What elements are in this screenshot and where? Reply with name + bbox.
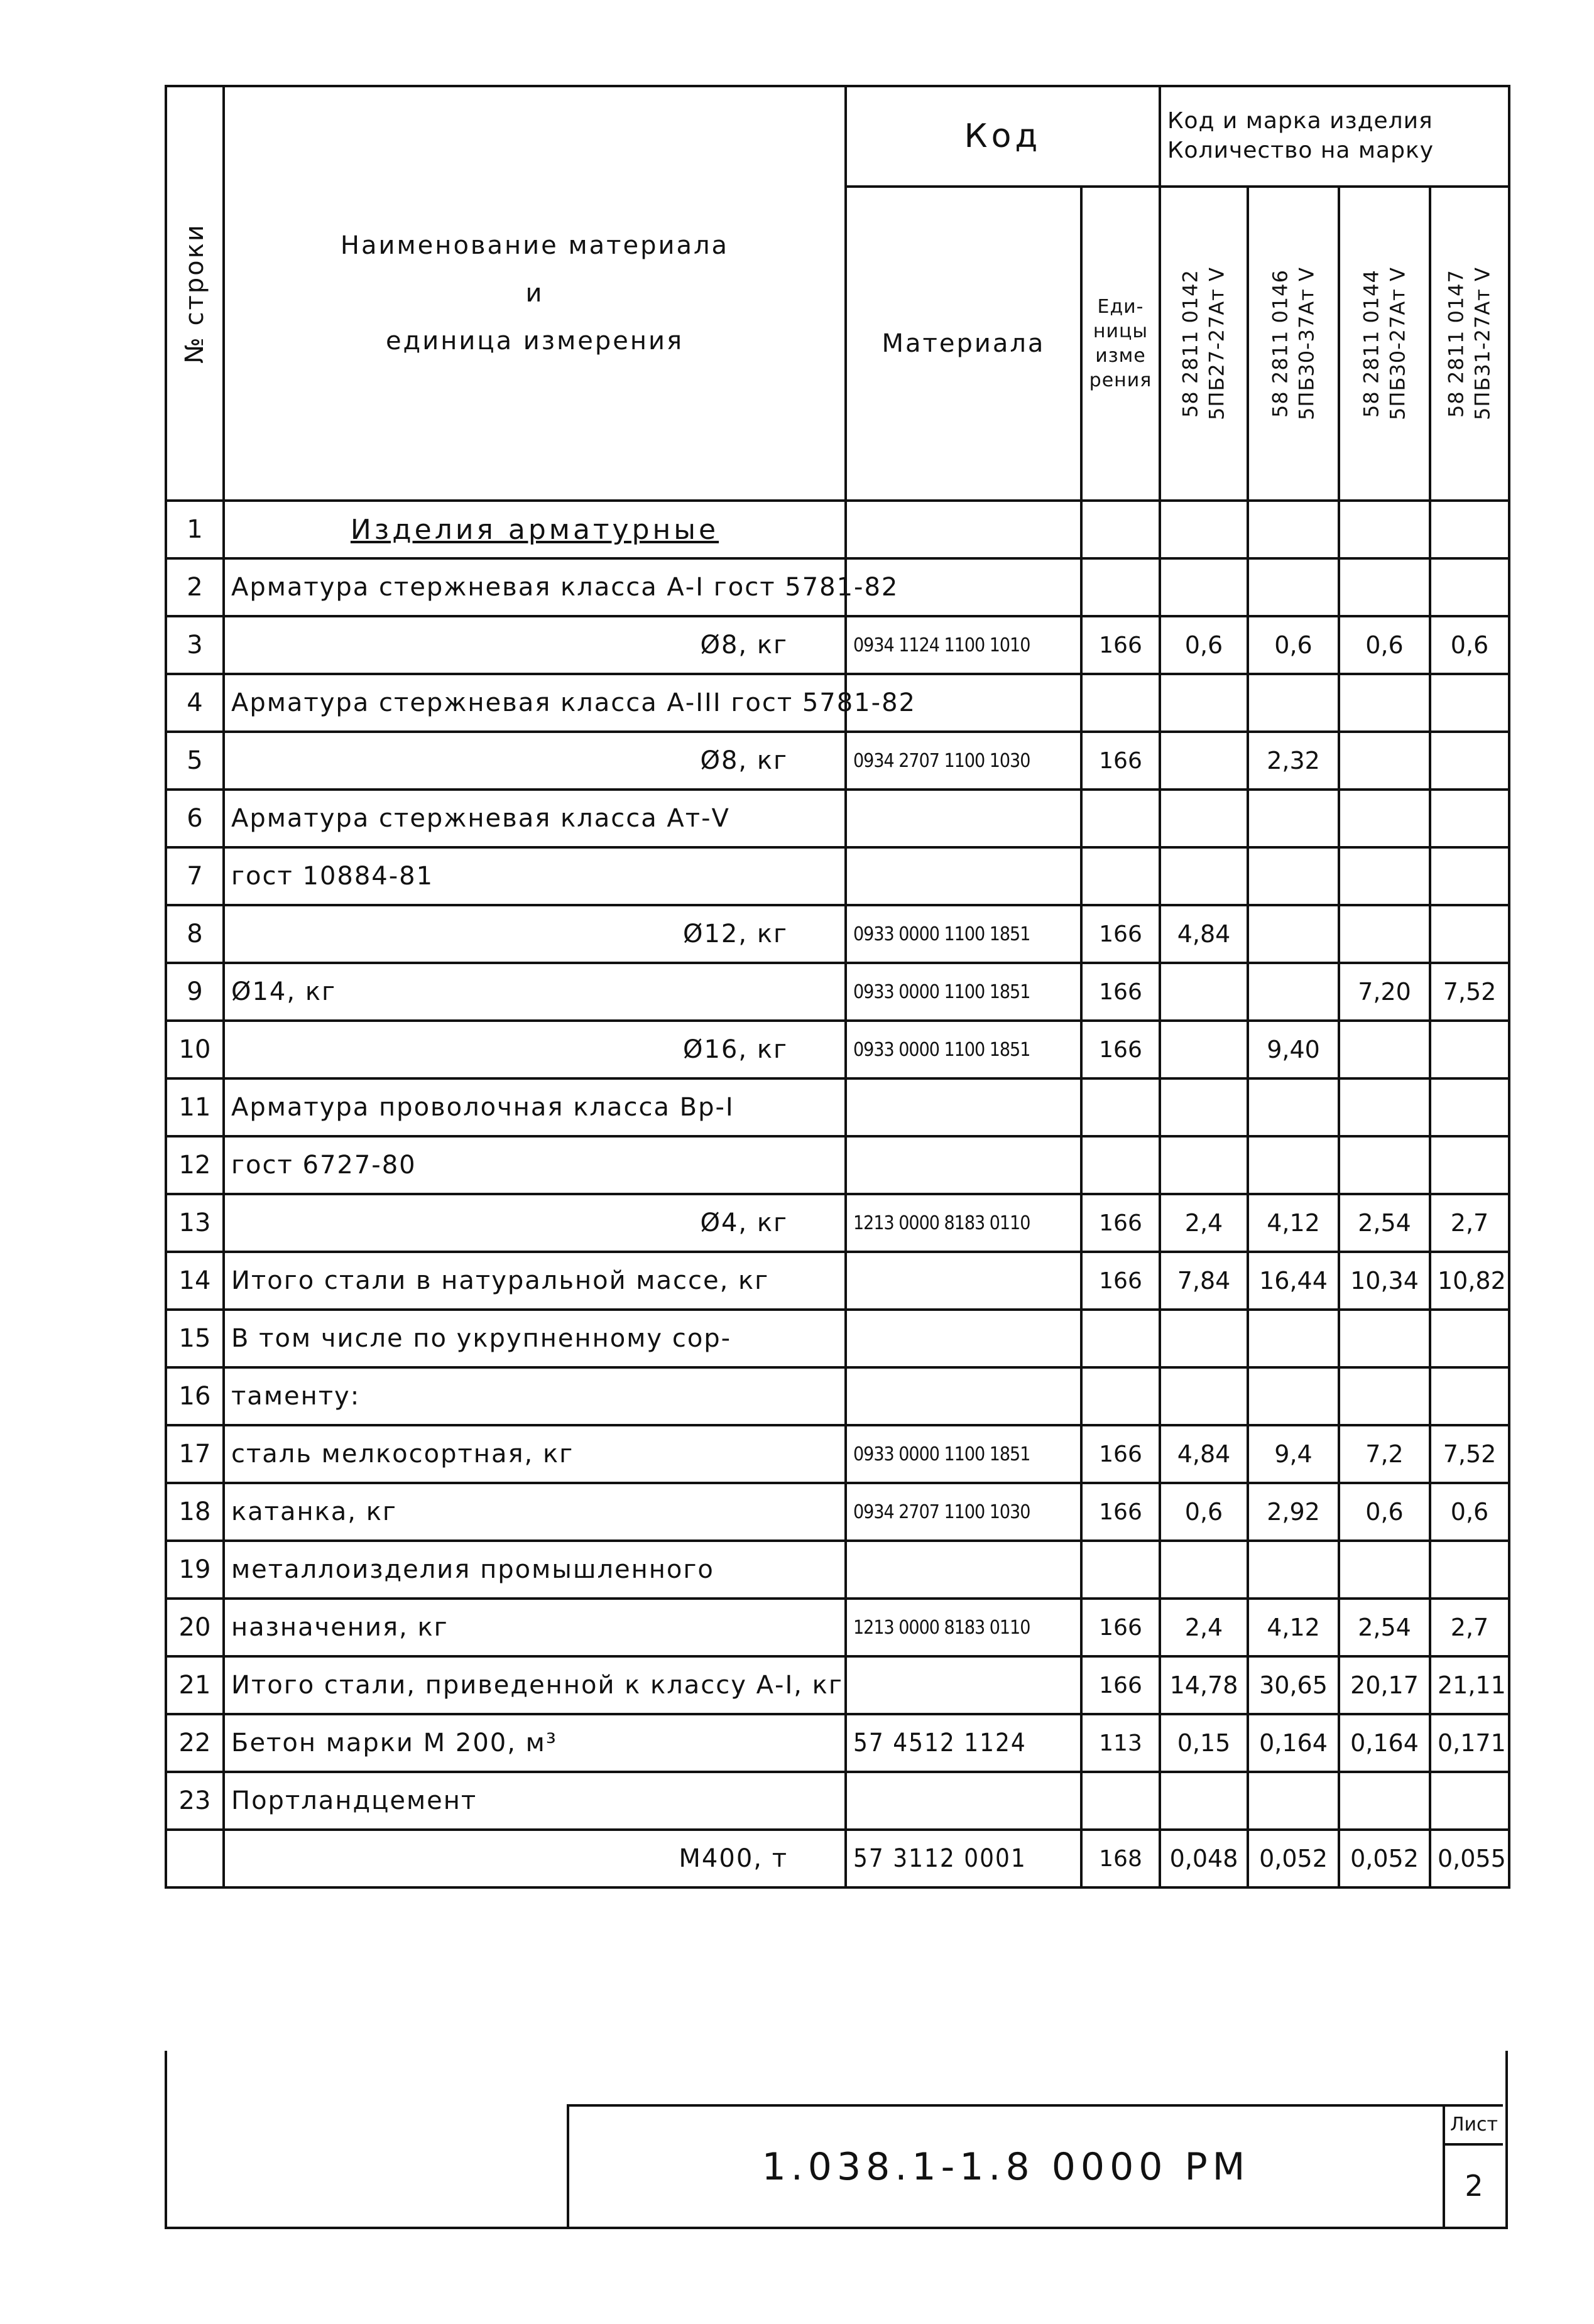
material-name: Ø4, кг: [224, 1194, 846, 1252]
unit-code: [1081, 558, 1160, 616]
materials-table: [165, 85, 1510, 1889]
table-row: [166, 674, 1509, 732]
material-code: 0933 0000 1100 1851: [846, 1021, 1081, 1078]
qty-mark-3: 10,34: [1339, 1252, 1430, 1310]
qty-mark-2: 30,65: [1248, 1656, 1339, 1714]
row-number: 2: [166, 558, 224, 616]
qty-mark-3: 0,6: [1339, 1483, 1430, 1541]
material-name: В том числе по укрупненному сор-: [224, 1310, 846, 1367]
material-code: [846, 1772, 1081, 1830]
material-name: Ø8, кг: [224, 732, 846, 790]
qty-mark-3: [1339, 1021, 1430, 1078]
unit-code: [1081, 1541, 1160, 1599]
mark-header-2: [1248, 187, 1339, 501]
table-row: [166, 1021, 1509, 1078]
qty-mark-4: [1430, 1772, 1509, 1830]
row-number: 6: [166, 790, 224, 847]
marks-header-line-1: Код и марка изделия: [1167, 108, 1433, 134]
unit-code-header: [1081, 187, 1160, 501]
qty-mark-2: [1248, 963, 1339, 1021]
material-name-header-line-2: и: [525, 279, 544, 308]
material-code: 0934 2707 1100 1030: [846, 1483, 1081, 1541]
row-number: 7: [166, 847, 224, 905]
row-number: 15: [166, 1310, 224, 1367]
qty-mark-4: [1430, 558, 1509, 616]
qty-mark-3: 2,54: [1339, 1194, 1430, 1252]
material-code: [846, 501, 1081, 558]
material-name: катанка, кг: [224, 1483, 846, 1541]
marks-header: [1160, 86, 1509, 187]
unit-code: 166: [1081, 1021, 1160, 1078]
material-name: металлоизделия промышленного: [224, 1541, 846, 1599]
material-code: 1213 0000 8183 0110: [846, 1194, 1081, 1252]
qty-mark-1: [1160, 1136, 1248, 1194]
qty-mark-2: [1248, 558, 1339, 616]
qty-mark-2: [1248, 501, 1339, 558]
qty-mark-4: 0,055: [1430, 1830, 1509, 1887]
qty-mark-1: [1160, 674, 1248, 732]
material-code: 1213 0000 8183 0110: [846, 1599, 1081, 1656]
qty-mark-3: 0,164: [1339, 1714, 1430, 1772]
material-code: 0933 0000 1100 1851: [846, 1425, 1081, 1483]
unit-code: 168: [1081, 1830, 1160, 1887]
unit-code: 166: [1081, 1194, 1160, 1252]
qty-mark-4: 2,7: [1430, 1194, 1509, 1252]
material-name: Бетон марки М 200, м³: [224, 1714, 846, 1772]
qty-mark-2: 2,92: [1248, 1483, 1339, 1541]
unit-code: [1081, 1136, 1160, 1194]
table-row: [166, 1772, 1509, 1830]
header-row-1: [166, 86, 1509, 187]
material-name: гост 6727-80: [224, 1136, 846, 1194]
unit-code: 166: [1081, 1483, 1160, 1541]
row-number: 1: [166, 501, 224, 558]
specification-sheet: [165, 85, 1508, 2051]
row-number-header: [166, 86, 224, 501]
qty-mark-1: [1160, 1541, 1248, 1599]
qty-mark-1: 14,78: [1160, 1656, 1248, 1714]
qty-mark-2: [1248, 1541, 1339, 1599]
qty-mark-1: 0,15: [1160, 1714, 1248, 1772]
qty-mark-2: 4,12: [1248, 1194, 1339, 1252]
material-name: гост 10884-81: [224, 847, 846, 905]
qty-mark-2: [1248, 847, 1339, 905]
row-number: 17: [166, 1425, 224, 1483]
qty-mark-4: [1430, 847, 1509, 905]
row-number: 14: [166, 1252, 224, 1310]
row-number: 3: [166, 616, 224, 674]
row-number-header-label: № строки: [180, 223, 209, 364]
qty-mark-1: 7,84: [1160, 1252, 1248, 1310]
qty-mark-3: 0,052: [1339, 1830, 1430, 1887]
qty-mark-2: [1248, 905, 1339, 963]
material-code: 57 4512 1124: [846, 1714, 1081, 1772]
code-header: Код: [846, 86, 1160, 187]
material-code: 0934 1124 1100 1010: [846, 616, 1081, 674]
qty-mark-3: [1339, 847, 1430, 905]
qty-mark-3: 0,6: [1339, 616, 1430, 674]
qty-mark-3: 7,2: [1339, 1425, 1430, 1483]
material-code: 0934 2707 1100 1030: [846, 732, 1081, 790]
table-row: [166, 905, 1509, 963]
qty-mark-4: 21,11: [1430, 1656, 1509, 1714]
table-row: [166, 1830, 1509, 1887]
mark-header-1: [1160, 187, 1248, 501]
qty-mark-3: [1339, 905, 1430, 963]
material-code: [846, 1310, 1081, 1367]
material-name-header-line-1: Наименование материала: [340, 231, 729, 260]
document-code: 1.038.1-1.8 0000 РМ: [762, 2144, 1250, 2189]
qty-mark-3: [1339, 1772, 1430, 1830]
row-number: 12: [166, 1136, 224, 1194]
qty-mark-1: 4,84: [1160, 905, 1248, 963]
qty-mark-2: 0,6: [1248, 616, 1339, 674]
row-number: 9: [166, 963, 224, 1021]
material-name: Арматура проволочная класса Вр-I: [224, 1078, 846, 1136]
qty-mark-3: [1339, 1078, 1430, 1136]
material-name: Арматура стержневая класса Ат-V: [224, 790, 846, 847]
unit-code: [1081, 790, 1160, 847]
sheet-label: Лист: [1445, 2107, 1503, 2146]
qty-mark-3: 2,54: [1339, 1599, 1430, 1656]
qty-mark-2: 0,164: [1248, 1714, 1339, 1772]
qty-mark-4: 7,52: [1430, 1425, 1509, 1483]
row-number: 5: [166, 732, 224, 790]
material-name: Портландцемент: [224, 1772, 846, 1830]
qty-mark-1: [1160, 1367, 1248, 1425]
row-number: 21: [166, 1656, 224, 1714]
material-code: [846, 1078, 1081, 1136]
qty-mark-4: 2,7: [1430, 1599, 1509, 1656]
qty-mark-1: 2,4: [1160, 1194, 1248, 1252]
mark-1-code: 58 2811 0142: [1178, 269, 1203, 418]
material-name: Итого стали, приведенной к классу А-I, кг: [224, 1656, 846, 1714]
material-code: [846, 790, 1081, 847]
qty-mark-2: [1248, 674, 1339, 732]
qty-mark-1: [1160, 790, 1248, 847]
mark-4-name: 5ПБ31-27Ат V: [1470, 267, 1495, 420]
unit-code: 166: [1081, 963, 1160, 1021]
material-name: сталь мелкосортная, кг: [224, 1425, 846, 1483]
material-name: Итого стали в натуральной массе, кг: [224, 1252, 846, 1310]
table-row: [166, 1714, 1509, 1772]
marks-header-line-2: Количество на марку: [1167, 138, 1434, 163]
mark-header-3: [1339, 187, 1430, 501]
mark-4-code: 58 2811 0147: [1444, 269, 1468, 418]
qty-mark-4: [1430, 674, 1509, 732]
mark-2-name: 5ПБ30-37Ат V: [1294, 267, 1318, 420]
qty-mark-2: [1248, 1078, 1339, 1136]
qty-mark-2: 9,4: [1248, 1425, 1339, 1483]
material-name-header: [224, 86, 846, 501]
qty-mark-4: [1430, 1367, 1509, 1425]
mark-3-name: 5ПБ30-27Ат V: [1385, 267, 1409, 420]
table-row: [166, 501, 1509, 558]
qty-mark-3: [1339, 1136, 1430, 1194]
stamp: [567, 2104, 1503, 2227]
material-code-header: Материала: [846, 187, 1081, 501]
mark-header-4: [1430, 187, 1509, 501]
unit-code-header-line-4: рения: [1089, 369, 1152, 391]
material-name: Арматура стержневая класса А-III гост 5781-82: [224, 674, 846, 732]
qty-mark-4: [1430, 501, 1509, 558]
table-row: [166, 847, 1509, 905]
row-number: 22: [166, 1714, 224, 1772]
row-number: 4: [166, 674, 224, 732]
material-code: [846, 1252, 1081, 1310]
row-number: 18: [166, 1483, 224, 1541]
table-row: [166, 963, 1509, 1021]
qty-mark-3: [1339, 1310, 1430, 1367]
sheet-number: 2: [1465, 2169, 1483, 2203]
qty-mark-4: 7,52: [1430, 963, 1509, 1021]
row-number: 20: [166, 1599, 224, 1656]
material-name: М400, т: [224, 1830, 846, 1887]
qty-mark-1: 4,84: [1160, 1425, 1248, 1483]
qty-mark-3: [1339, 501, 1430, 558]
unit-code: [1081, 501, 1160, 558]
material-name: назначения, кг: [224, 1599, 846, 1656]
table-row: [166, 790, 1509, 847]
table-row: [166, 1078, 1509, 1136]
qty-mark-4: [1430, 790, 1509, 847]
table-body: [166, 501, 1509, 1887]
table-row: [166, 732, 1509, 790]
qty-mark-1: 2,4: [1160, 1599, 1248, 1656]
qty-mark-2: 0,052: [1248, 1830, 1339, 1887]
qty-mark-4: 0,6: [1430, 616, 1509, 674]
qty-mark-1: 0,048: [1160, 1830, 1248, 1887]
unit-code-header-line-1: Еди-: [1097, 296, 1144, 318]
unit-code-header-line-2: ницы: [1093, 320, 1149, 342]
qty-mark-3: [1339, 790, 1430, 847]
qty-mark-4: [1430, 1541, 1509, 1599]
qty-mark-3: 20,17: [1339, 1656, 1430, 1714]
table-row: [166, 1483, 1509, 1541]
material-code: 0933 0000 1100 1851: [846, 963, 1081, 1021]
material-name-header-line-3: единица измерения: [385, 327, 684, 356]
table-row: [166, 558, 1509, 616]
qty-mark-1: [1160, 847, 1248, 905]
material-name: Ø12, кг: [224, 905, 846, 963]
material-name: таменту:: [224, 1367, 846, 1425]
table-row: [166, 1136, 1509, 1194]
material-name: Изделия арматурные: [224, 501, 846, 558]
mark-2-code: 58 2811 0146: [1267, 269, 1292, 418]
material-code: [846, 1136, 1081, 1194]
material-code: 0933 0000 1100 1851: [846, 905, 1081, 963]
material-name: Ø16, кг: [224, 1021, 846, 1078]
unit-code-header-line-3: изме: [1095, 345, 1146, 367]
material-name: Ø14, кг: [224, 963, 846, 1021]
row-number: 11: [166, 1078, 224, 1136]
qty-mark-4: [1430, 1136, 1509, 1194]
row-number: 23: [166, 1772, 224, 1830]
mark-1-name: 5ПБ27-27Ат V: [1204, 267, 1228, 420]
qty-mark-3: [1339, 674, 1430, 732]
qty-mark-2: [1248, 790, 1339, 847]
qty-mark-4: 0,171: [1430, 1714, 1509, 1772]
table-row: [166, 1367, 1509, 1425]
material-code: [846, 1541, 1081, 1599]
unit-code: 166: [1081, 1656, 1160, 1714]
qty-mark-3: 7,20: [1339, 963, 1430, 1021]
material-code: 57 3112 0001: [846, 1830, 1081, 1887]
qty-mark-1: [1160, 1772, 1248, 1830]
qty-mark-2: [1248, 1136, 1339, 1194]
sheet-box: [1443, 2107, 1503, 2227]
qty-mark-1: 0,6: [1160, 616, 1248, 674]
table-row: [166, 1541, 1509, 1599]
qty-mark-3: [1339, 1541, 1430, 1599]
unit-code: [1081, 847, 1160, 905]
qty-mark-2: [1248, 1772, 1339, 1830]
qty-mark-1: [1160, 558, 1248, 616]
qty-mark-1: [1160, 1310, 1248, 1367]
row-number: [166, 1830, 224, 1887]
qty-mark-3: [1339, 732, 1430, 790]
row-number: 13: [166, 1194, 224, 1252]
qty-mark-4: 10,82: [1430, 1252, 1509, 1310]
mark-3-code: 58 2811 0144: [1358, 269, 1383, 418]
table-row: [166, 1252, 1509, 1310]
qty-mark-4: [1430, 1078, 1509, 1136]
row-number: 19: [166, 1541, 224, 1599]
qty-mark-3: [1339, 558, 1430, 616]
qty-mark-1: [1160, 732, 1248, 790]
material-code: [846, 1656, 1081, 1714]
table-row: [166, 1310, 1509, 1367]
unit-code: [1081, 1310, 1160, 1367]
unit-code: 166: [1081, 1425, 1160, 1483]
unit-code: 166: [1081, 1599, 1160, 1656]
qty-mark-4: [1430, 905, 1509, 963]
table-row: [166, 1194, 1509, 1252]
qty-mark-4: [1430, 1310, 1509, 1367]
table-row: [166, 616, 1509, 674]
qty-mark-2: 4,12: [1248, 1599, 1339, 1656]
unit-code: [1081, 1367, 1160, 1425]
unit-code: 166: [1081, 732, 1160, 790]
qty-mark-2: 9,40: [1248, 1021, 1339, 1078]
qty-mark-1: [1160, 1021, 1248, 1078]
title-block: [165, 2051, 1508, 2324]
qty-mark-1: [1160, 1078, 1248, 1136]
row-number: 10: [166, 1021, 224, 1078]
unit-code: [1081, 674, 1160, 732]
qty-mark-4: 0,6: [1430, 1483, 1509, 1541]
unit-code: 166: [1081, 1252, 1160, 1310]
unit-code: 166: [1081, 905, 1160, 963]
qty-mark-3: [1339, 1367, 1430, 1425]
qty-mark-2: [1248, 1367, 1339, 1425]
row-number: 16: [166, 1367, 224, 1425]
table-row: [166, 1656, 1509, 1714]
qty-mark-1: [1160, 963, 1248, 1021]
qty-mark-1: 0,6: [1160, 1483, 1248, 1541]
unit-code: 113: [1081, 1714, 1160, 1772]
material-code: [846, 847, 1081, 905]
unit-code: [1081, 1078, 1160, 1136]
qty-mark-2: 2,32: [1248, 732, 1339, 790]
table-row: [166, 1425, 1509, 1483]
unit-code: 166: [1081, 616, 1160, 674]
qty-mark-2: [1248, 1310, 1339, 1367]
table-row: [166, 1599, 1509, 1656]
qty-mark-1: [1160, 501, 1248, 558]
row-number: 8: [166, 905, 224, 963]
qty-mark-4: [1430, 732, 1509, 790]
material-code: [846, 1367, 1081, 1425]
material-name: Арматура стержневая класса А-I гост 5781-82: [224, 558, 846, 616]
material-name: Ø8, кг: [224, 616, 846, 674]
qty-mark-2: 16,44: [1248, 1252, 1339, 1310]
qty-mark-4: [1430, 1021, 1509, 1078]
unit-code: [1081, 1772, 1160, 1830]
